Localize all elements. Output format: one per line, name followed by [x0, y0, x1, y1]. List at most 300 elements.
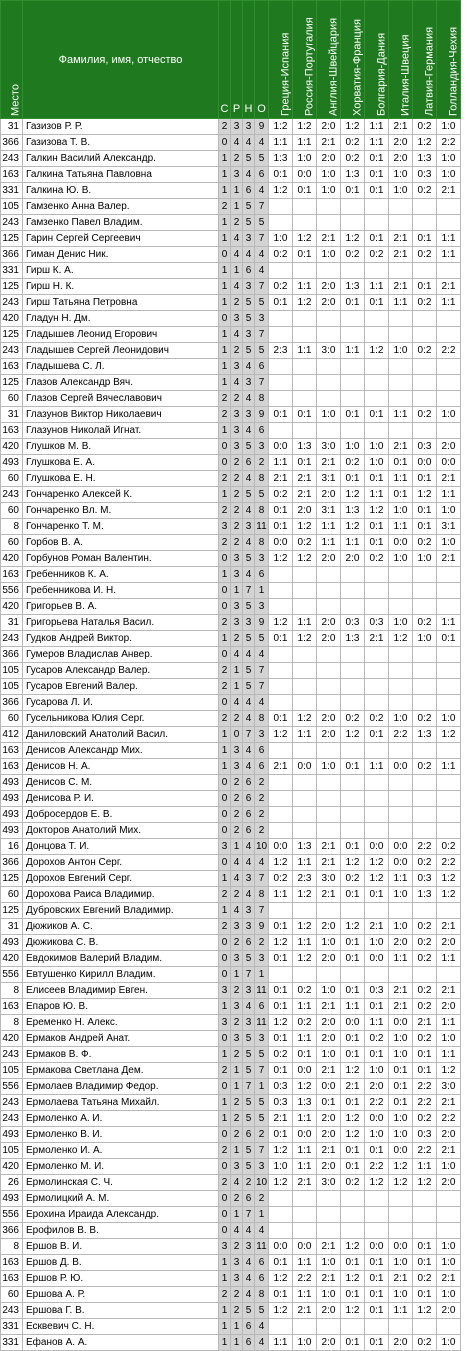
- score-cell: 1:0: [389, 551, 413, 567]
- table-row: [1, 167, 461, 183]
- score-cell: [389, 375, 413, 391]
- score-cell: [269, 583, 293, 599]
- score-cell: [317, 583, 341, 599]
- wins-cell: 2: [219, 471, 231, 487]
- score-cell: [293, 823, 317, 839]
- draws-cell: 4: [231, 327, 243, 343]
- wins-cell: 0: [219, 935, 231, 951]
- score-cell: 1:1: [437, 759, 461, 775]
- table-row: [1, 439, 461, 455]
- score-cell: [341, 1319, 365, 1335]
- score-cell: 0:2: [413, 711, 437, 727]
- points-cell: 6: [255, 1255, 269, 1271]
- wins-cell: 3: [219, 983, 231, 999]
- score-cell: 1:1: [293, 1031, 317, 1047]
- score-cell: [269, 375, 293, 391]
- score-cell: 0:1: [341, 183, 365, 199]
- wins-cell: 0: [219, 951, 231, 967]
- place-cell: 163: [1, 1255, 23, 1271]
- losses-cell: 3: [243, 983, 255, 999]
- score-cell: 2:2: [413, 1143, 437, 1159]
- score-cell: 0:2: [413, 119, 437, 135]
- losses-cell: 5: [243, 1063, 255, 1079]
- score-cell: [437, 391, 461, 407]
- score-cell: 2:0: [317, 119, 341, 135]
- score-cell: 2:0: [437, 935, 461, 951]
- score-cell: 1:1: [293, 1255, 317, 1271]
- place-cell: 243: [1, 1095, 23, 1111]
- draws-cell: 2: [231, 935, 243, 951]
- score-cell: [269, 567, 293, 583]
- score-cell: 1:1: [341, 343, 365, 359]
- score-cell: 0:0: [293, 1127, 317, 1143]
- points-cell: 11: [255, 1239, 269, 1255]
- score-cell: [389, 967, 413, 983]
- score-cell: 2:1: [413, 1015, 437, 1031]
- losses-cell: 5: [243, 631, 255, 647]
- table-row: [1, 183, 461, 199]
- score-cell: [437, 663, 461, 679]
- score-cell: [389, 647, 413, 663]
- score-cell: 1:1: [365, 1015, 389, 1031]
- score-cell: 2:0: [317, 279, 341, 295]
- score-cell: [413, 359, 437, 375]
- wins-cell: 2: [219, 1287, 231, 1303]
- header-s: С: [219, 1, 231, 119]
- losses-cell: 6: [243, 263, 255, 279]
- score-cell: 1:1: [269, 135, 293, 151]
- place-cell: 243: [1, 1111, 23, 1127]
- score-cell: [413, 791, 437, 807]
- score-cell: [269, 359, 293, 375]
- score-cell: [389, 567, 413, 583]
- wins-cell: 1: [219, 359, 231, 375]
- score-cell: [437, 791, 461, 807]
- place-cell: 60: [1, 711, 23, 727]
- score-cell: 0:2: [341, 455, 365, 471]
- score-cell: 0:1: [389, 487, 413, 503]
- score-cell: 0:0: [269, 535, 293, 551]
- score-cell: 0:1: [341, 407, 365, 423]
- score-cell: [293, 215, 317, 231]
- points-cell: 6: [255, 423, 269, 439]
- points-cell: 10: [255, 1175, 269, 1191]
- score-cell: [269, 1207, 293, 1223]
- wins-cell: 1: [219, 999, 231, 1015]
- wins-cell: 2: [219, 407, 231, 423]
- losses-cell: 5: [243, 199, 255, 215]
- score-cell: [365, 599, 389, 615]
- name-cell: Денисов Александр Мих.: [23, 743, 219, 759]
- table-row: [1, 1319, 461, 1335]
- losses-cell: 3: [243, 407, 255, 423]
- place-cell: 125: [1, 327, 23, 343]
- table-row: [1, 1079, 461, 1095]
- score-cell: 0:2: [293, 1015, 317, 1031]
- table-row: [1, 1095, 461, 1111]
- draws-cell: 1: [231, 967, 243, 983]
- name-cell: Газизова Т. В.: [23, 135, 219, 151]
- score-cell: 1:0: [317, 167, 341, 183]
- draws-cell: 2: [231, 1015, 243, 1031]
- draws-cell: 1: [231, 663, 243, 679]
- score-cell: 2:1: [317, 855, 341, 871]
- score-cell: 1:0: [389, 183, 413, 199]
- place-cell: 556: [1, 967, 23, 983]
- score-cell: 1:1: [293, 135, 317, 151]
- score-cell: 0:0: [365, 951, 389, 967]
- score-cell: 1:0: [317, 759, 341, 775]
- score-cell: 2:2: [389, 727, 413, 743]
- score-cell: 2:1: [437, 279, 461, 295]
- losses-cell: 3: [243, 279, 255, 295]
- score-cell: 0:3: [413, 167, 437, 183]
- name-cell: Глазов Сергей Вячеславович: [23, 391, 219, 407]
- draws-cell: 2: [231, 807, 243, 823]
- table-row: [1, 343, 461, 359]
- score-cell: 0:1: [341, 1095, 365, 1111]
- score-cell: 0:1: [341, 839, 365, 855]
- points-cell: 7: [255, 1143, 269, 1159]
- score-cell: [437, 743, 461, 759]
- wins-cell: 1: [219, 1047, 231, 1063]
- points-cell: 1: [255, 583, 269, 599]
- score-cell: 0:1: [413, 231, 437, 247]
- score-cell: [317, 423, 341, 439]
- score-cell: 0:2: [413, 407, 437, 423]
- score-cell: [389, 663, 413, 679]
- table-row: [1, 839, 461, 855]
- points-cell: 8: [255, 503, 269, 519]
- score-cell: 1:1: [293, 1143, 317, 1159]
- score-cell: 0:1: [365, 1047, 389, 1063]
- points-cell: 2: [255, 1191, 269, 1207]
- score-cell: [341, 327, 365, 343]
- name-cell: Ермаков В. Ф.: [23, 1047, 219, 1063]
- score-cell: 0:3: [341, 615, 365, 631]
- score-cell: 0:0: [269, 439, 293, 455]
- score-cell: 1:2: [293, 519, 317, 535]
- draws-cell: 4: [231, 903, 243, 919]
- score-cell: [341, 583, 365, 599]
- losses-cell: 7: [243, 1207, 255, 1223]
- score-cell: 1:0: [437, 535, 461, 551]
- draws-cell: 4: [231, 855, 243, 871]
- losses-cell: 4: [243, 1271, 255, 1287]
- place-cell: 105: [1, 663, 23, 679]
- place-cell: 8: [1, 1015, 23, 1031]
- score-cell: 1:2: [269, 935, 293, 951]
- header-match-5: Болгария-Дания: [365, 1, 389, 119]
- score-cell: 0:1: [365, 535, 389, 551]
- place-cell: 366: [1, 247, 23, 263]
- losses-cell: 4: [243, 503, 255, 519]
- score-cell: [437, 423, 461, 439]
- score-cell: [365, 263, 389, 279]
- points-cell: 4: [255, 183, 269, 199]
- score-cell: [269, 199, 293, 215]
- score-cell: 2:2: [437, 135, 461, 151]
- score-cell: 0:1: [389, 1063, 413, 1079]
- points-cell: 6: [255, 567, 269, 583]
- score-cell: 1:0: [437, 711, 461, 727]
- score-cell: [437, 359, 461, 375]
- score-cell: 0:3: [365, 983, 389, 999]
- score-cell: [413, 1207, 437, 1223]
- score-cell: 1:0: [413, 551, 437, 567]
- wins-cell: 2: [219, 887, 231, 903]
- score-cell: 0:1: [389, 1079, 413, 1095]
- score-cell: [365, 567, 389, 583]
- score-cell: 0:1: [413, 503, 437, 519]
- losses-cell: 4: [243, 247, 255, 263]
- score-cell: [269, 1223, 293, 1239]
- score-cell: [317, 375, 341, 391]
- points-cell: 2: [255, 823, 269, 839]
- score-cell: 0:1: [293, 455, 317, 471]
- points-cell: 2: [255, 775, 269, 791]
- place-cell: 243: [1, 631, 23, 647]
- score-cell: [341, 375, 365, 391]
- name-cell: Ермоленко М. И.: [23, 1159, 219, 1175]
- place-cell: 493: [1, 455, 23, 471]
- wins-cell: 1: [219, 375, 231, 391]
- score-cell: 0:1: [413, 1287, 437, 1303]
- draws-cell: 2: [231, 1303, 243, 1319]
- name-cell: Дорохов Евгений Серг.: [23, 871, 219, 887]
- score-cell: 0:1: [365, 999, 389, 1015]
- place-cell: 26: [1, 1175, 23, 1191]
- score-cell: 1:1: [269, 455, 293, 471]
- losses-cell: 4: [243, 743, 255, 759]
- score-cell: 0:1: [365, 471, 389, 487]
- score-cell: 1:1: [437, 295, 461, 311]
- place-cell: 243: [1, 151, 23, 167]
- table-row: [1, 503, 461, 519]
- losses-cell: 6: [243, 807, 255, 823]
- place-cell: 493: [1, 1127, 23, 1143]
- score-cell: 0:2: [413, 535, 437, 551]
- score-cell: [341, 903, 365, 919]
- draws-cell: 2: [231, 791, 243, 807]
- score-cell: [365, 695, 389, 711]
- score-cell: 0:3: [413, 439, 437, 455]
- name-cell: Горбунов Роман Валентин.: [23, 551, 219, 567]
- score-cell: [389, 359, 413, 375]
- score-cell: 1:1: [389, 407, 413, 423]
- score-cell: [269, 807, 293, 823]
- header-match-1: Греция-Испания: [269, 1, 293, 119]
- score-cell: 1:2: [269, 1271, 293, 1287]
- score-cell: 1:0: [437, 1031, 461, 1047]
- score-cell: [317, 599, 341, 615]
- score-cell: [413, 391, 437, 407]
- score-cell: [389, 1319, 413, 1335]
- score-cell: 0:1: [293, 407, 317, 423]
- score-cell: 1:2: [293, 119, 317, 135]
- score-cell: 0:1: [341, 295, 365, 311]
- table-row: [1, 951, 461, 967]
- score-cell: 2:1: [269, 1111, 293, 1127]
- score-cell: 1:1: [293, 855, 317, 871]
- score-cell: 1:1: [365, 135, 389, 151]
- score-cell: [437, 599, 461, 615]
- draws-cell: 4: [231, 871, 243, 887]
- table-row: [1, 1303, 461, 1319]
- score-cell: [389, 695, 413, 711]
- score-cell: [317, 263, 341, 279]
- name-cell: Гумеров Владислав Анвер.: [23, 647, 219, 663]
- wins-cell: 1: [219, 183, 231, 199]
- name-cell: Гудков Андрей Виктор.: [23, 631, 219, 647]
- score-cell: 1:3: [293, 439, 317, 455]
- score-cell: 2:1: [389, 231, 413, 247]
- points-cell: 7: [255, 199, 269, 215]
- score-cell: [437, 1191, 461, 1207]
- points-cell: 5: [255, 343, 269, 359]
- score-cell: 0:1: [269, 1255, 293, 1271]
- score-cell: 2:0: [317, 487, 341, 503]
- score-cell: [293, 695, 317, 711]
- score-cell: [317, 359, 341, 375]
- score-cell: 1:2: [437, 887, 461, 903]
- score-cell: 0:0: [293, 167, 317, 183]
- wins-cell: 0: [219, 695, 231, 711]
- place-cell: 493: [1, 807, 23, 823]
- draws-cell: 1: [231, 183, 243, 199]
- score-cell: [293, 647, 317, 663]
- score-cell: 1:0: [317, 1047, 341, 1063]
- wins-cell: 3: [219, 1239, 231, 1255]
- score-cell: 1:1: [293, 343, 317, 359]
- score-cell: 0:1: [269, 631, 293, 647]
- name-cell: Галкина Ю. В.: [23, 183, 219, 199]
- name-cell: Ершов Д. В.: [23, 1255, 219, 1271]
- points-cell: 3: [255, 951, 269, 967]
- name-cell: Гирш К. А.: [23, 263, 219, 279]
- score-cell: 1:0: [437, 1335, 461, 1351]
- points-cell: 4: [255, 695, 269, 711]
- score-cell: [413, 823, 437, 839]
- score-cell: 1:0: [317, 407, 341, 423]
- draws-cell: 2: [231, 1095, 243, 1111]
- draws-cell: 1: [231, 839, 243, 855]
- losses-cell: 5: [243, 439, 255, 455]
- draws-cell: 4: [231, 647, 243, 663]
- name-cell: Епаров Ю. В.: [23, 999, 219, 1015]
- wins-cell: 1: [219, 151, 231, 167]
- score-cell: 0:2: [365, 1031, 389, 1047]
- score-cell: [341, 1191, 365, 1207]
- points-cell: 4: [255, 1335, 269, 1351]
- table-row: [1, 231, 461, 247]
- draws-cell: 3: [231, 1031, 243, 1047]
- score-cell: [293, 375, 317, 391]
- losses-cell: 4: [243, 759, 255, 775]
- score-cell: [317, 695, 341, 711]
- draws-cell: 2: [231, 343, 243, 359]
- score-cell: 2:1: [293, 1175, 317, 1191]
- name-cell: Ершова Г. В.: [23, 1303, 219, 1319]
- draws-cell: 4: [231, 1175, 243, 1191]
- name-cell: Глазунов Виктор Николаевич: [23, 407, 219, 423]
- table-row: [1, 327, 461, 343]
- points-cell: 1: [255, 967, 269, 983]
- score-cell: [365, 743, 389, 759]
- score-cell: 1:1: [293, 1159, 317, 1175]
- score-cell: [269, 263, 293, 279]
- score-cell: [365, 1319, 389, 1335]
- score-cell: 0:1: [365, 1271, 389, 1287]
- losses-cell: 5: [243, 679, 255, 695]
- wins-cell: 1: [219, 487, 231, 503]
- place-cell: 60: [1, 503, 23, 519]
- score-cell: [341, 359, 365, 375]
- draws-cell: 2: [231, 215, 243, 231]
- score-cell: [365, 791, 389, 807]
- score-cell: 1:1: [269, 887, 293, 903]
- table-row: [1, 1207, 461, 1223]
- score-cell: 1:2: [293, 711, 317, 727]
- score-cell: 2:0: [317, 951, 341, 967]
- place-cell: 163: [1, 759, 23, 775]
- table-row: [1, 823, 461, 839]
- score-cell: [341, 1207, 365, 1223]
- score-cell: 2:0: [317, 919, 341, 935]
- score-cell: 2:2: [413, 839, 437, 855]
- losses-cell: 4: [243, 711, 255, 727]
- score-cell: 2:1: [317, 1239, 341, 1255]
- score-cell: [389, 311, 413, 327]
- place-cell: 556: [1, 1079, 23, 1095]
- name-cell: Ефанов А. А.: [23, 1335, 219, 1351]
- score-cell: [437, 695, 461, 711]
- score-cell: [269, 791, 293, 807]
- score-cell: 3:1: [317, 503, 341, 519]
- losses-cell: 7: [243, 583, 255, 599]
- points-cell: 2: [255, 807, 269, 823]
- score-cell: 1:1: [389, 519, 413, 535]
- losses-cell: 5: [243, 487, 255, 503]
- score-cell: 1:2: [413, 1175, 437, 1191]
- wins-cell: 1: [219, 343, 231, 359]
- score-cell: 1:0: [269, 231, 293, 247]
- losses-cell: 6: [243, 1191, 255, 1207]
- name-cell: Галкин Василий Александр.: [23, 151, 219, 167]
- losses-cell: 5: [243, 663, 255, 679]
- points-cell: 3: [255, 311, 269, 327]
- table-row: [1, 871, 461, 887]
- losses-cell: 4: [243, 135, 255, 151]
- score-cell: 1:0: [317, 983, 341, 999]
- score-cell: [413, 647, 437, 663]
- wins-cell: 1: [219, 759, 231, 775]
- score-cell: 1:2: [269, 855, 293, 871]
- score-cell: 1:2: [293, 1079, 317, 1095]
- wins-cell: 0: [219, 439, 231, 455]
- draws-cell: 1: [231, 1143, 243, 1159]
- score-cell: [413, 663, 437, 679]
- score-cell: [413, 327, 437, 343]
- table-row: [1, 487, 461, 503]
- score-cell: 0:2: [293, 535, 317, 551]
- draws-cell: 2: [231, 631, 243, 647]
- draws-cell: 1: [231, 1319, 243, 1335]
- score-cell: [269, 391, 293, 407]
- draws-cell: 2: [231, 823, 243, 839]
- score-cell: 0:2: [269, 871, 293, 887]
- score-cell: 2:1: [317, 135, 341, 151]
